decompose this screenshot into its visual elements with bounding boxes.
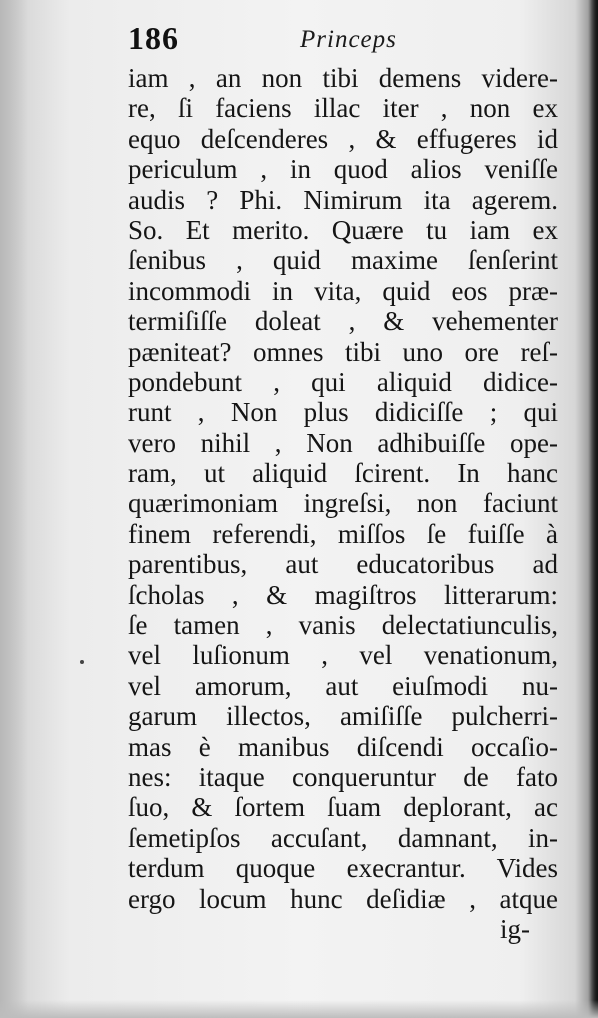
text-line: ſuo, & ſortem ſuam deplorant, ac xyxy=(128,792,558,823)
text-line: ram, ut aliquid ſcirent. In hanc xyxy=(128,458,558,489)
text-line: vel luſionum , vel venationum, xyxy=(128,640,558,671)
text-line: pondebunt , qui aliquid didice- xyxy=(128,366,558,397)
text-line: ſemetipſos accuſant, damnant, in- xyxy=(128,822,558,853)
text-line: quærimoniam ingreſsi, non faciunt xyxy=(128,488,558,519)
text-line: incommodi in vita, quid eos præ- xyxy=(128,275,558,306)
text-line: nes: itaque conqueruntur de fato xyxy=(128,761,558,792)
text-line: iam , an non tibi demens videre- xyxy=(128,63,558,93)
page-edge xyxy=(588,0,598,1018)
catchword: ig- xyxy=(500,913,530,944)
running-head: Princeps xyxy=(300,26,397,53)
text-line: terdum quoque execrantur. Vides xyxy=(128,853,558,884)
ink-spot xyxy=(80,660,84,664)
text-line: termiſiſſe doleat , & vehementer xyxy=(128,306,558,337)
text-line: mas è manibus diſcendi occaſio- xyxy=(128,731,558,762)
text-line: pæniteat? omnes tibi uno ore reſ- xyxy=(128,336,558,367)
text-line: runt , Non plus didiciſſe ; qui xyxy=(128,397,558,428)
text-line: ergo locum hunc deſidiæ , atque xyxy=(128,883,558,914)
text-line: garum illectos, amiſiſſe pulcherri- xyxy=(128,701,558,732)
body-text xyxy=(128,63,558,944)
page-header xyxy=(128,20,558,60)
text-line: ſcholas , & magiſtros litterarum: xyxy=(128,579,558,610)
text-line: So. Et merito. Quære tu iam ex xyxy=(128,214,558,245)
text-line: ſe tamen , vanis delectatiunculis, xyxy=(128,610,558,641)
text-line: audis ? Phi. Nimirum ita agerem. xyxy=(128,184,558,215)
text-line: periculum , in quod alios veniſſe xyxy=(128,154,558,185)
text-line: equo deſcenderes , & effugeres id xyxy=(128,123,558,154)
text-line: parentibus, aut educatoribus ad xyxy=(128,549,558,580)
text-line: ſenibus , quid maxime ſenſerint xyxy=(128,245,558,276)
page-number: 186 xyxy=(128,20,179,56)
page-bottom-edge xyxy=(0,1000,598,1018)
gutter-shadow xyxy=(0,0,28,1018)
text-line: vero nihil , Non adhibuiſſe ope- xyxy=(128,427,558,458)
text-line: finem referendi, miſſos ſe fuiſſe à xyxy=(128,518,558,549)
text-line: re, ſi faciens illac iter , non ex xyxy=(128,93,558,124)
text-line: vel amorum, aut eiuſmodi nu- xyxy=(128,670,558,701)
